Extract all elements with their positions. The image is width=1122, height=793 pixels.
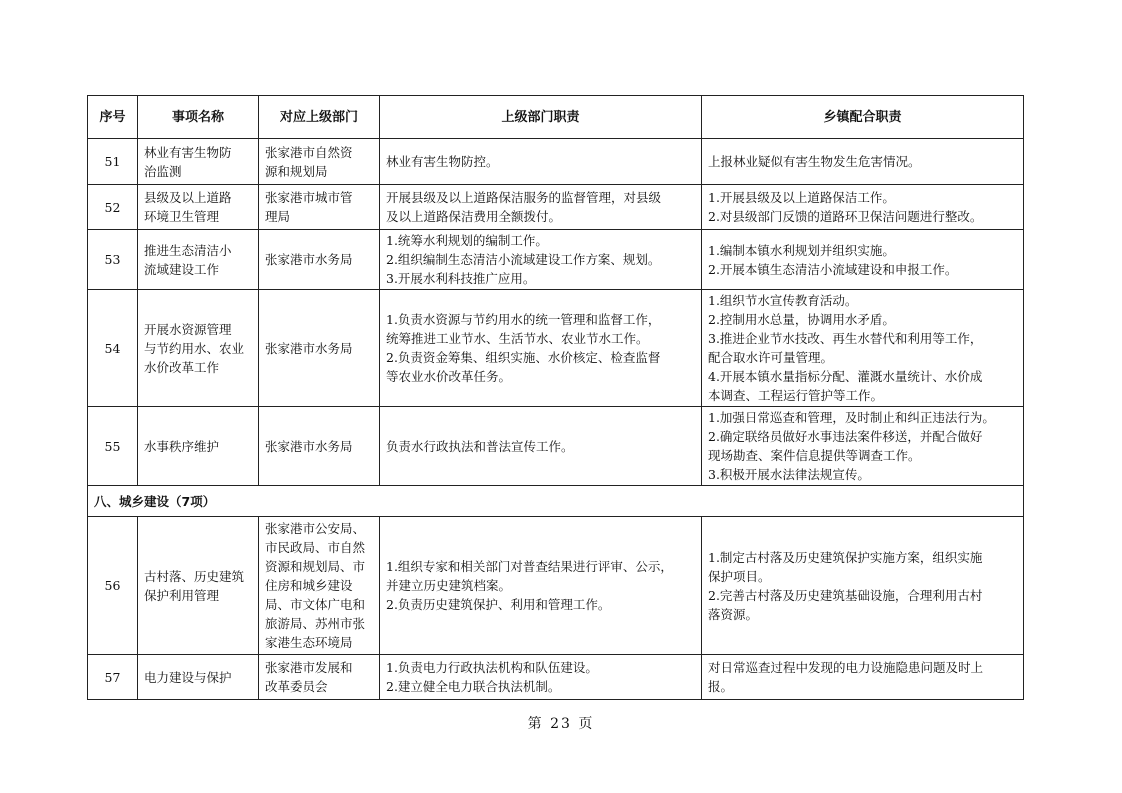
- cell-line: 3.开展水利科技推广应用。: [386, 271, 536, 286]
- header-upper-duty: 上级部门职责: [380, 96, 702, 139]
- cell-line: 林业有害生物防控。: [386, 154, 499, 169]
- cell-town-duty: [702, 290, 1024, 407]
- cell-line: 张家港市自然资: [265, 144, 353, 160]
- cell-line: 及以上道路保洁费用全额拨付。: [386, 209, 562, 224]
- cell-town-duty: [702, 655, 1024, 700]
- cell-line: 1.编制本镇水利规划并组织实施。: [708, 242, 895, 258]
- section-row: [88, 486, 1024, 517]
- cell-town-duty: [702, 407, 1024, 486]
- cell-line: 2.负责资金筹集、组织实施、水价核定、检查监督: [386, 350, 661, 365]
- cell-line: 1.组织专家和相关部门对普查结果进行评审、公示，: [386, 559, 673, 574]
- section-title: 八、城乡建设（7项）: [88, 486, 1024, 517]
- cell-line: 张家港市公安局、: [265, 521, 366, 536]
- cell-line: 2.控制用水总量，协调用水矛盾。: [708, 312, 895, 327]
- cell-line: 落资源。: [708, 606, 759, 622]
- cell-line: 1.组织节水宣传教育活动。: [708, 293, 858, 308]
- header-dept: 对应上级部门: [259, 96, 380, 139]
- cell-dept: [259, 139, 380, 185]
- cell-line: 统筹推进工业节水、生活节水、农业节水工作。: [386, 331, 649, 346]
- cell-line: 1.制定古村落及历史建筑保护实施方案，组织实施: [708, 549, 983, 565]
- cell-line: 张家港市水务局: [265, 340, 353, 356]
- cell-line: 局、市文体广电和: [265, 597, 366, 612]
- cell-line: 3.推进企业节水技改、再生水替代和利用等工作，: [708, 331, 983, 346]
- table-row: [88, 290, 1024, 407]
- cell-upper-duty: [380, 655, 702, 700]
- cell-line: 1.加强日常巡查和管理，及时制止和纠正违法行为。: [708, 410, 995, 425]
- cell-line: 改革委员会: [265, 679, 328, 694]
- cell-line: 环境卫生管理: [144, 209, 220, 224]
- cell-line: 电力建设与保护: [144, 669, 232, 685]
- cell-line: 张家港市水务局: [265, 252, 353, 267]
- cell-line: 2.确定联络员做好水事违法案件移送，并配合做好: [708, 429, 983, 444]
- cell-index: 55: [88, 407, 138, 486]
- cell-upper-duty: [380, 139, 702, 185]
- cell-line: 2.对县级部门反馈的道路环卫保洁问题进行整改。: [708, 209, 983, 224]
- cell-line: 等农业水价改革任务。: [386, 369, 512, 384]
- cell-index: 56: [88, 517, 138, 655]
- cell-line: 与节约用水、农业: [144, 340, 245, 356]
- cell-line: 旅游局、苏州市张: [265, 616, 366, 631]
- table-row: [88, 230, 1024, 290]
- cell-town-duty: [702, 139, 1024, 185]
- cell-upper-duty: [380, 517, 702, 655]
- cell-line: 上报林业疑似有害生物发生危害情况。: [708, 154, 921, 169]
- cell-item-name: [138, 139, 259, 185]
- table-row: [88, 139, 1024, 185]
- cell-line: 推进生态清洁小: [144, 242, 232, 258]
- cell-line: 林业有害生物防: [144, 144, 232, 160]
- page-number: 第 23 页: [527, 716, 595, 732]
- cell-line: 并建立历史建筑档案。: [386, 578, 512, 593]
- cell-line: 现场勘查、案件信息提供等调查工作。: [708, 448, 921, 463]
- cell-dept: [259, 290, 380, 407]
- cell-index: 51: [88, 139, 138, 185]
- cell-line: 1.负责电力行政执法机构和队伍建设。: [386, 660, 598, 675]
- cell-line: 开展水资源管理: [144, 321, 232, 337]
- cell-line: 家港生态环境局: [265, 635, 353, 650]
- table-row: [88, 185, 1024, 230]
- table-row: [88, 655, 1024, 700]
- cell-line: 报。: [708, 679, 734, 694]
- table-row: [88, 407, 1024, 486]
- cell-item-name: [138, 185, 259, 230]
- cell-line: 1.负责水资源与节约用水的统一管理和监督工作，: [386, 312, 661, 327]
- cell-line: 理局: [265, 209, 291, 224]
- cell-dept: [259, 517, 380, 655]
- cell-town-duty: [702, 230, 1024, 290]
- cell-line: 保护项目。: [708, 568, 771, 584]
- cell-dept: [259, 230, 380, 290]
- cell-item-name: [138, 655, 259, 700]
- cell-line: 市民政局、市自然: [265, 540, 366, 555]
- cell-item-name: [138, 407, 259, 486]
- header-name: 事项名称: [138, 96, 259, 139]
- cell-line: 保护利用管理: [144, 587, 220, 603]
- cell-upper-duty: [380, 230, 702, 290]
- cell-index: 54: [88, 290, 138, 407]
- cell-line: 开展县级及以上道路保洁服务的监督管理，对县级: [386, 190, 662, 205]
- cell-dept: [259, 655, 380, 700]
- table-row: [88, 517, 1024, 655]
- cell-upper-duty: [380, 407, 702, 486]
- cell-line: 水事秩序维护: [144, 438, 220, 454]
- header-index: 序号: [88, 96, 138, 139]
- cell-town-duty: [702, 185, 1024, 230]
- cell-line: 3.积极开展水法律法规宣传。: [708, 467, 870, 482]
- cell-line: 配合取水许可量管理。: [708, 350, 834, 365]
- cell-line: 张家港市水务局: [265, 438, 353, 454]
- cell-line: 住房和城乡建设: [265, 578, 353, 593]
- cell-line: 负责水行政执法和普法宣传工作。: [386, 438, 574, 454]
- cell-line: 源和规划局: [265, 163, 328, 179]
- table-body: [88, 139, 1024, 700]
- cell-item-name: [138, 290, 259, 407]
- header-town-duty: 乡镇配合职责: [702, 96, 1024, 139]
- cell-line: 4.开展本镇水量指标分配、灌溉水量统计、水价成: [708, 369, 983, 384]
- cell-index: 52: [88, 185, 138, 230]
- cell-item-name: [138, 230, 259, 290]
- cell-line: 2.完善古村落及历史建筑基础设施，合理利用古村: [708, 587, 983, 603]
- cell-line: 2.组织编制生态清洁小流域建设工作方案、规划。: [386, 252, 661, 267]
- table-header-row: [88, 96, 1024, 139]
- cell-town-duty: [702, 517, 1024, 655]
- cell-index: 53: [88, 230, 138, 290]
- cell-line: 治监测: [144, 163, 182, 179]
- cell-item-name: [138, 517, 259, 655]
- cell-line: 资源和规划局、市: [265, 559, 366, 574]
- cell-line: 1.开展县级及以上道路保洁工作。: [708, 190, 895, 205]
- cell-line: 1.统筹水利规划的编制工作。: [386, 233, 548, 248]
- cell-line: 张家港市发展和: [265, 660, 353, 675]
- cell-index: 57: [88, 655, 138, 700]
- cell-line: 县级及以上道路: [144, 190, 232, 205]
- cell-line: 本调查、工程运行管护等工作。: [708, 388, 884, 403]
- cell-dept: [259, 407, 380, 486]
- cell-dept: [259, 185, 380, 230]
- cell-line: 流域建设工作: [144, 261, 220, 277]
- cell-line: 对日常巡查过程中发现的电力设施隐患问题及时上: [708, 660, 984, 675]
- cell-line: 古村落、历史建筑: [144, 568, 245, 584]
- cell-line: 2.建立健全电力联合执法机制。: [386, 679, 561, 694]
- responsibility-table: [87, 95, 1024, 700]
- cell-line: 水价改革工作: [144, 359, 220, 375]
- cell-line: 张家港市城市管: [265, 190, 353, 205]
- cell-upper-duty: [380, 290, 702, 407]
- cell-upper-duty: [380, 185, 702, 230]
- cell-line: 2.负责历史建筑保护、利用和管理工作。: [386, 597, 611, 612]
- cell-line: 2.开展本镇生态清洁小流域建设和申报工作。: [708, 261, 958, 277]
